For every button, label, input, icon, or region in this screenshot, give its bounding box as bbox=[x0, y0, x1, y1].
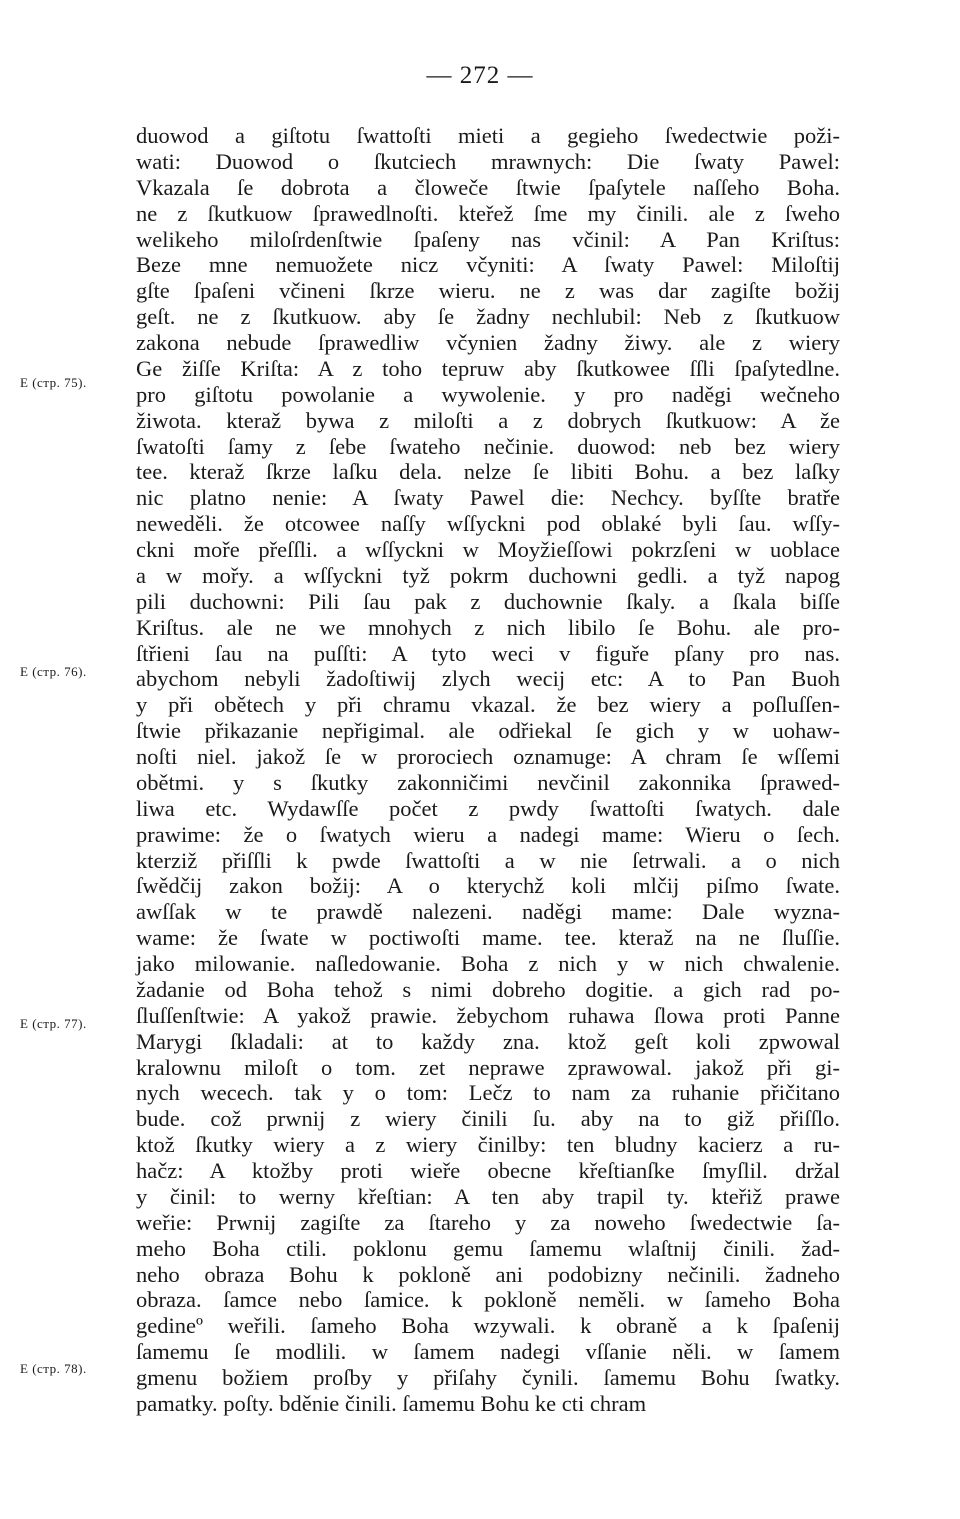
text-line: prawime: že o ſwatych wieru a nadegi mame: Wieru o ſech. bbox=[136, 821, 840, 847]
text-line: kterziž přiſſli k pwde ſwattoſti a w nie ſetrwali. a o nich bbox=[136, 847, 840, 873]
text-line: ſluſſenſtwie: A yakož prawie. žebychom ruhawa ſlowa proti Panne bbox=[136, 1002, 840, 1028]
text-line: gſte ſpaſeni včineni ſkrze wieru. ne z was dar zagiſte božij bbox=[136, 278, 840, 304]
text-line: kralownu miloſt o tom. zet neprawe zprawowal. jakož při gi- bbox=[136, 1054, 840, 1080]
text-line: gmenu božiem proſby y přiſahy čynili. ſamemu Bohu ſwatky. bbox=[136, 1365, 840, 1390]
text-line: awſſak w te prawdě nalezeni. naděgi mame: Dale wyzna- bbox=[136, 899, 840, 925]
text-line: Beze mne nemuožete nicz včyniti: A ſwaty Pawel: Miloſtij bbox=[136, 252, 840, 278]
text-line: Marygi ſkladali: at to každy zna. ktož geſt koli zpwowal bbox=[136, 1028, 840, 1054]
margin-note-e-77: E (стр. 77). bbox=[20, 1016, 87, 1031]
text-line: Vkazala ſe dobrota a čloweče ſtwie ſpaſytele naſſeho Boha. bbox=[136, 174, 840, 200]
text-line: nic platno nenie: A ſwaty Pawel die: Nechcy. byſſte bratře bbox=[136, 485, 840, 511]
text-line: meho Boha ctili. poklonu gemu ſamemu wlaſtnij činili. žad- bbox=[136, 1235, 840, 1261]
margin-note-e-76: E (стр. 76). bbox=[20, 664, 87, 679]
text-line: wati: Duowod o ſkutciech mrawnych: Die ſwaty Pawel: bbox=[136, 148, 840, 174]
text-line: zakona nebude ſprawedliw včynien žadny žiwy. ale z wiery bbox=[136, 330, 840, 355]
text-line: nych wecech. tak y o tom: Lečz to nam za ruhanie přičitano bbox=[136, 1080, 840, 1106]
text-line: abychom nebyli žadoſtiwij zlych wecij etc: A to Pan Buoh bbox=[136, 666, 840, 692]
text-line: a w mořy. a wſſyckni tyž pokrm duchowni gedli. a tyž napog bbox=[136, 562, 840, 588]
text-line: ſwatoſti ſamy z ſebe ſwateho nečinie. duowod: neb bez wiery bbox=[136, 433, 840, 459]
text-line: ckni moře přeſſli. a wſſyckni w Moyžieſſowi pokrzſeni w uoblace bbox=[136, 537, 840, 562]
text-line: geſt. ne z ſkutkuow. aby ſe žadny nechlubil: Neb z ſkutkuow bbox=[136, 304, 840, 330]
body-text bbox=[136, 123, 840, 1417]
text-line: weřie: Prwnij zagiſte za ſtareho y za noweho ſwedectwie ſa- bbox=[136, 1209, 840, 1235]
text-line: Kriſtus. ale ne we mnohych z nich libilo ſe Bohu. ale pro- bbox=[136, 614, 840, 640]
text-line: ſtwie přikazanie nepřigimal. ale odřiekal ſe gich y w uohaw- bbox=[136, 718, 840, 744]
text-line: hačz: A ktožby proti wieře obecne křeſtianſke ſmyſlil. držal bbox=[136, 1158, 840, 1183]
text-line: liwa etc. Wydawſſe počet z pwdy ſwattoſti ſwatych. dale bbox=[136, 795, 840, 821]
text-line: pili duchowni: Pili ſau pak z duchownie ſkaly. a ſkala biſſe bbox=[136, 588, 840, 614]
text-line: pamatky. poſty. bděnie činili. ſamemu Bohu ke cti chram bbox=[136, 1390, 647, 1416]
text-line: wame: že ſwate w poctiwoſti mame. tee. kteraž na ne ſluſſie. bbox=[136, 925, 840, 951]
text-line: bude. což prwnij z wiery činili ſu. aby na to giž přiſſlo. bbox=[136, 1106, 840, 1132]
text-line: ſtřieni ſau na puſſti: A tyto weci v figuře pſany pro nas. bbox=[136, 640, 840, 666]
page-number: — 272 — bbox=[426, 62, 534, 89]
text-line: ſwědčij zakon božij: A o kterychž koli mlčij piſmo ſwate. bbox=[136, 873, 840, 899]
text-line: pro giſtotu powolanie a wywolenie. y pro naděgi wečneho bbox=[136, 381, 840, 407]
text-line: duowod a giſtotu ſwattoſti mieti a gegieho ſwedectwie poži- bbox=[136, 123, 840, 148]
text-line: gedineº weřili. ſameho Boha wzywali. k obraně a k ſpaſenij bbox=[136, 1313, 840, 1339]
text-line: tee. kteraž ſkrze laſku dela. nelze ſe libiti Bohu. a bez laſky bbox=[136, 459, 840, 485]
text-line: ſamemu ſe modlili. w ſamem nadegi vſſanie něli. w ſamem bbox=[136, 1339, 840, 1365]
text-line: ktož ſkutky wiery a z wiery činilby: ten bludny kacierz a ru- bbox=[136, 1132, 840, 1158]
text-line: žiwota. kteraž bywa z miloſti a z dobrych ſkutkuow: A že bbox=[136, 407, 840, 433]
margin-note-e-75: E (стр. 75). bbox=[20, 375, 87, 390]
text-line: ne z ſkutkuow ſprawedlnoſti. kteřež ſme my činili. ale z ſweho bbox=[136, 200, 840, 226]
text-line: noſti niel. jakož ſe w prorociech oznamuge: A chram ſe wſſemi bbox=[136, 744, 840, 769]
text-line: y činil: to werny křeſtian: A ten aby trapil ty. kteřiž prawe bbox=[136, 1183, 840, 1209]
text-line: obraza. ſamce nebo ſamice. k pokloně neměli. w ſameho Boha bbox=[136, 1287, 840, 1313]
text-line: y při obětech y při chramu vkazal. že bez wiery a poſluſſen- bbox=[136, 692, 840, 718]
text-line: žadanie od Boha tehož s nimi dobreho dogitie. a gich rad po- bbox=[136, 976, 840, 1002]
text-line: neho obraza Bohu k pokloně ani podobizny nečinili. žadneho bbox=[136, 1261, 840, 1287]
text-line: Ge žiſſe Kriſta: A z toho tepruw aby ſkutkowee ſſli ſpaſytedlne. bbox=[136, 355, 840, 381]
margin-note-e-78: E (стр. 78). bbox=[20, 1361, 87, 1376]
text-line: neweděli. že otcowee naſſy wſſyckni pod oblaké byli ſau. wſſy- bbox=[136, 511, 840, 537]
text-line: obětmi. y s ſkutky zakonničimi nevčinil zakonnika ſprawed- bbox=[136, 769, 840, 795]
text-line: jako milowanie. naſledowanie. Boha z nich y w nich chwalenie. bbox=[136, 951, 840, 976]
text-line: welikeho miloſrdenſtwie ſpaſeny nas včinil: A Pan Kriſtus: bbox=[136, 226, 840, 252]
